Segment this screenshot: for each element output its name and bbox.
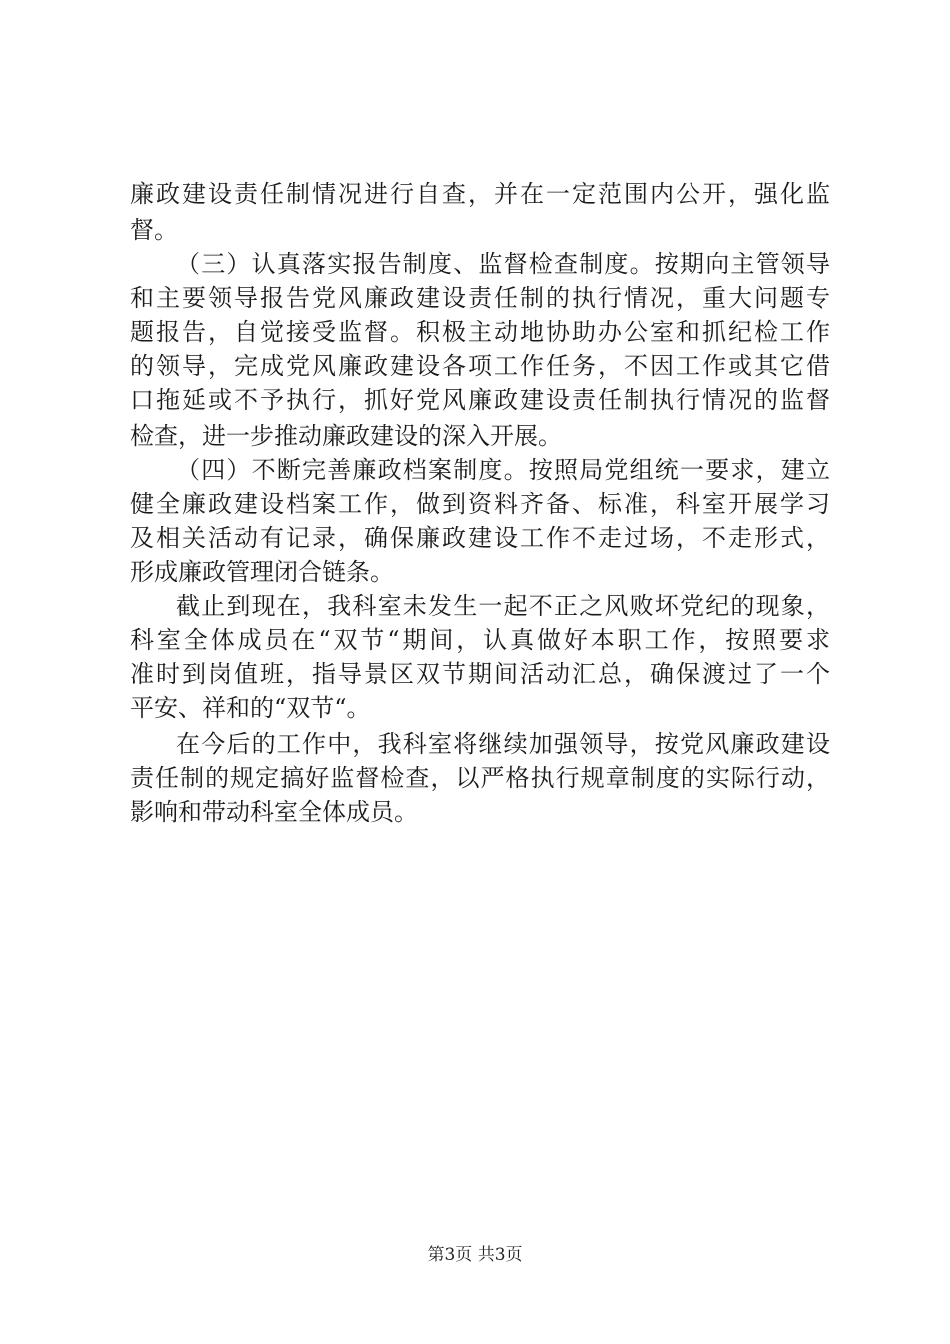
body-line: 检查，进一步推动廉政建设的深入开展。	[130, 422, 562, 450]
body-line: 廉政建设责任制情况进行自查，并在一定范围内公开，强化监	[130, 180, 830, 208]
body-line: 督。	[130, 216, 178, 244]
body-line: 口拖延或不予执行，抓好党风廉政建设责任制执行情况的监督	[130, 386, 830, 414]
body-line: 及相关活动有记录，确保廉政建设工作不走过场，不走形式，	[130, 524, 830, 552]
body-line: 的领导，完成党风廉政建设各项工作任务，不因工作或其它借	[130, 352, 830, 380]
paragraph-heading-line: （四）不断完善廉政档案制度。按照局党组统一要求，建立	[176, 456, 830, 484]
body-line: 题报告，自觉接受监督。积极主动地协助办公室和抓纪检工作	[130, 318, 830, 346]
page-number-footer: 第3页 共3页	[427, 1245, 523, 1265]
body-line: 健全廉政建设档案工作，做到资料齐备、标准，科室开展学习	[130, 490, 830, 518]
paragraph-first-line: 截止到现在，我科室未发生一起不正之风败坏党纪的现象，	[176, 592, 830, 620]
paragraph-first-line: 在今后的工作中，我科室将继续加强领导，按党风廉政建设	[176, 730, 830, 758]
body-line: 平安、祥和的“双节“。	[130, 694, 371, 722]
body-line: 形成廉政管理闭合链条。	[130, 558, 394, 586]
body-line: 影响和带动科室全体成员。	[130, 798, 418, 826]
body-line: 和主要领导报告党风廉政建设责任制的执行情况，重大问题专	[130, 284, 830, 312]
body-line: 科室全体成员在“双节“期间，认真做好本职工作，按照要求	[130, 626, 830, 654]
body-line: 准时到岗值班，指导景区双节期间活动汇总，确保渡过了一个	[130, 660, 830, 688]
paragraph-heading-line: （三）认真落实报告制度、监督检查制度。按期向主管领导	[176, 250, 830, 278]
body-line: 责任制的规定搞好监督检查，以严格执行规章制度的实际行动，	[130, 764, 830, 792]
